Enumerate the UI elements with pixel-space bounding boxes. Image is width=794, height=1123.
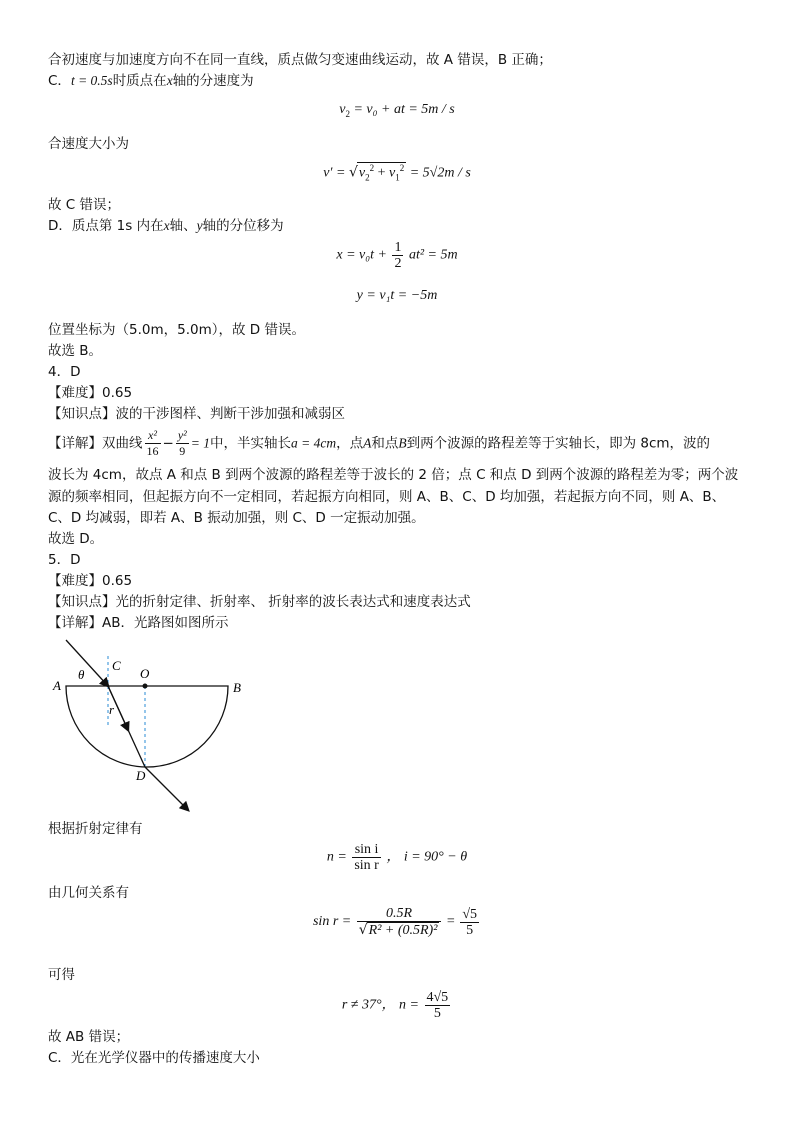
math-expr: n =: [326, 849, 347, 865]
text-fragment: 和点: [371, 435, 399, 452]
detail-line: 【详解】双曲线 $\frac{\text{x²}}{16}$ − $\frac{\text{y²}}{9}$ = 1中，半实轴长a = 4cm，点A和点B到两个波源的路程差等于实轴长，即为 8cm，波的: [48, 428, 711, 458]
math-var: v: [339, 102, 346, 117]
math-expr: = 1: [190, 435, 210, 451]
math-expr: at² = 5m: [408, 247, 458, 263]
text-fragment: ，点: [336, 435, 364, 452]
text-line: 合速度大小为: [48, 136, 129, 152]
fraction: $\frac{\text{sin i}}{\text{sin r}}$: [354, 842, 379, 873]
math-expr: a = 4cm: [291, 435, 337, 451]
equation-result: [0, 990, 794, 1021]
math-expr: = 5√2m / s: [409, 165, 471, 181]
label-O: O: [140, 666, 150, 681]
math-fragment: y: [196, 218, 203, 233]
math-expr: = v₀ + at = 5m / s: [353, 102, 455, 117]
text-line: 故 AB 错误；: [48, 1029, 130, 1045]
text-line: 由几何关系有: [48, 885, 129, 901]
math-expr: y = v₁t = −5m: [356, 288, 438, 303]
equation-y-displacement: [0, 288, 794, 304]
equation-refraction: [0, 842, 794, 873]
text-fragment: D．质点第 1s 内在: [48, 218, 164, 234]
text-line: 故选 D。: [48, 531, 104, 547]
text-fragment: 轴的分速度为: [172, 73, 254, 89]
text-line: 位置坐标为（5.0m，5.0m），故 D 错误。: [48, 322, 305, 338]
text-line: 根据折射定律有: [48, 821, 143, 837]
detail-line: 【详解】AB．光路图如图所示: [48, 615, 229, 631]
fraction: $\frac{0.5R}{\text{√R² + (0.5R)²}}$: [357, 906, 442, 938]
math-expr: =: [446, 914, 455, 930]
text-fragment: 中，半实轴长: [210, 435, 291, 452]
text-line: 故 C 错误；: [48, 197, 121, 213]
difficulty: 【难度】0.65: [48, 385, 133, 401]
knowledge-point: 【知识点】光的折射定律、折射率、 折射率的波长表达式和速度表达式: [48, 594, 471, 610]
detail-line: C、D 均减弱，即若 A、B 振动加强，则 C、D 一定振动加强。: [48, 510, 425, 526]
center-point: [143, 684, 148, 689]
fraction: $\frac{\text{y²}}{9}$: [177, 428, 187, 458]
equation-sin-r: [0, 906, 794, 938]
math-expr: v′ =: [323, 165, 346, 181]
text-line: C．光在光学仪器中的传播速度大小: [48, 1050, 260, 1066]
text-fragment: 时质点在: [112, 73, 167, 89]
exit-ray: [145, 767, 188, 810]
label-r: r: [109, 702, 115, 717]
equation-x-displacement: [0, 240, 794, 271]
semicircle-lens: [66, 686, 228, 767]
fraction: $\frac{1}{2}$: [394, 240, 402, 271]
math-fragment: x: [166, 73, 173, 88]
label-C: C: [112, 658, 121, 673]
text-fragment: 轴的分位移为: [202, 218, 284, 234]
incident-ray: [66, 640, 108, 686]
text-line: 可得: [48, 967, 75, 983]
detail-line: 波长为 4cm，故点 A 和点 B 到两个波源的路程差等于波长的 2 倍；点 C 和点 D 到两个波源的路程差为零；两个波: [48, 467, 739, 483]
text-fragment: 【详解】双曲线: [48, 435, 143, 452]
text-fragment: 到两个波源的路程差等于实轴长，即为 8cm，波的: [406, 435, 711, 452]
detail-line: 源的频率相同，但起振方向不一定相同，若起振方向相同，则 A、B、C、D 均加强，若起振方向不同，则 A、B、: [48, 489, 726, 505]
math-expr: sin r =: [312, 914, 352, 930]
label-A: A: [53, 678, 61, 693]
fraction: $\frac{\text{x²}}{16}$: [146, 428, 159, 458]
difficulty: 【难度】0.65: [48, 573, 133, 589]
math-expr: x = v₀t +: [336, 247, 387, 263]
question-number: 5．D: [48, 552, 81, 568]
text-fragment: C．: [48, 73, 71, 89]
fraction: $\frac{4√5}{5}$: [426, 990, 449, 1021]
math-expr: ， i = 90° − θ: [386, 849, 468, 865]
label-B: B: [233, 680, 241, 695]
label-D: D: [136, 768, 146, 783]
math-expr: r ≠ 37°， n =: [341, 997, 419, 1013]
text-line: 故选 B。: [48, 343, 103, 359]
text-line: [48, 72, 254, 90]
text-line: 合初速度与加速度方向不在同一直线，质点做匀变速曲线运动，故 A 错误，B 正确；: [48, 52, 552, 68]
math-var: B: [398, 435, 407, 451]
label-theta: θ: [78, 667, 85, 682]
math-fragment: t = 0.5s: [70, 73, 113, 88]
math-var: A: [363, 435, 372, 451]
text-line: [48, 217, 284, 235]
text-fragment: 轴、: [169, 218, 197, 234]
fraction: $\frac{√5}{5}$: [462, 906, 478, 938]
question-number: 4．D: [48, 364, 81, 380]
math-fragment: x: [163, 218, 170, 233]
knowledge-point: 【知识点】波的干涉图样、判断干涉加强和减弱区: [48, 406, 345, 422]
equation-vprime: $v' = √v_2^2 + v_1^2 = 5√2m / s$: [323, 163, 471, 183]
light-path-diagram: [48, 632, 258, 812]
equation-v2: $v_2 = v_0$ + at = 5m / s: [339, 102, 455, 119]
